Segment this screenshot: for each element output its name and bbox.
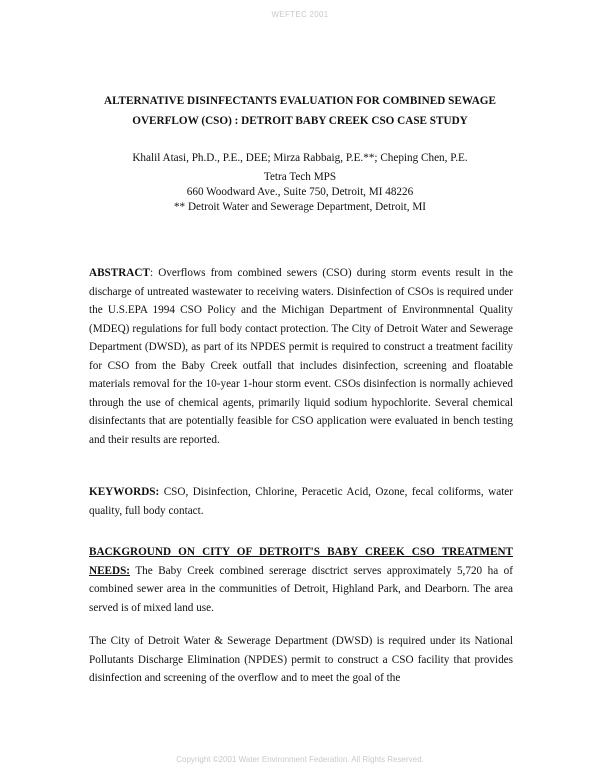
affiliation-block	[60, 170, 540, 215]
background-paragraph	[89, 543, 513, 617]
paper-title	[60, 91, 540, 131]
keywords-text: CSO, Disinfection, Chlorine, Peracetic Acid, Ozone, fecal coliforms, water quality, full body contact.	[89, 486, 513, 517]
abstract-text: : Overflows from combined sewers (CSO) during storm events result in the discharge of untreated wastewater to receiving waters. Disinfection of CSOs is required under the U.S.EPA 1994 CSO Policy and the Michigan Department of Environmnental Quality (MDEQ) regulations for full body contact protection. The City of Detroit Water and Sewerage Department (DWSD), as part of its NPDES permit is required to construct a treatment facility for CSO from the Baby Creek outfall that includes disinfection, screening and floatable materials removal for the 10-year 1-hour storm event. CSOs disinfection is normally achieved through the use of chemical agents, primarily liquid sodium hypochlorite. Several chemical disinfectants that are potentially feasible for CSO application were evaluated in bench testing and their results are reported.	[89, 267, 513, 446]
background-text: The Baby Creek combined sererage disctrict serves approximately 5,720 ha of combined sewer area in the communities of Detroit, Highland Park, and Dearborn. The area served is of mixed land use.	[89, 564, 513, 614]
author-list: Khalil Atasi, Ph.D., P.E., DEE; Mirza Rabbaig, P.E.**; Cheping Chen, P.E.	[132, 152, 468, 164]
affiliation-address: 660 Woodward Ave., Suite 750, Detroit, MI 48226	[186, 186, 414, 198]
title-line-2: OVERFLOW (CSO) : DETROIT BABY CREEK CSO CASE STUDY	[132, 115, 468, 127]
abstract-paragraph	[89, 264, 513, 449]
running-header: WEFTEC 2001	[271, 10, 329, 19]
background-heading: BACKGROUND ON CITY OF DETROIT'S BABY CREEK CSO TREATMENT NEEDS:	[89, 546, 513, 577]
background-paragraph-2: The City of Detroit Water & Sewerage Department (DWSD) is required under its National Pollutants Discharge Elimination (NPDES) permit to construct a CSO facility that provides disinfection and screening of the overflow and to meet the goal of the	[89, 635, 513, 684]
affiliation-second: ** Detroit Water and Sewerage Department, Detroit, MI	[173, 201, 427, 213]
title-line-1: ALTERNATIVE DISINFECTANTS EVALUATION FOR COMBINED SEWAGE	[104, 95, 496, 107]
affiliation-org: Tetra Tech MPS	[263, 171, 337, 183]
copyright-footer: Copyright ©2001 Water Environment Federation. All Rights Reserved.	[176, 755, 424, 764]
keywords-label: KEYWORDS:	[89, 486, 160, 498]
abstract-label: ABSTRACT	[89, 267, 150, 279]
keywords-paragraph	[89, 483, 513, 520]
